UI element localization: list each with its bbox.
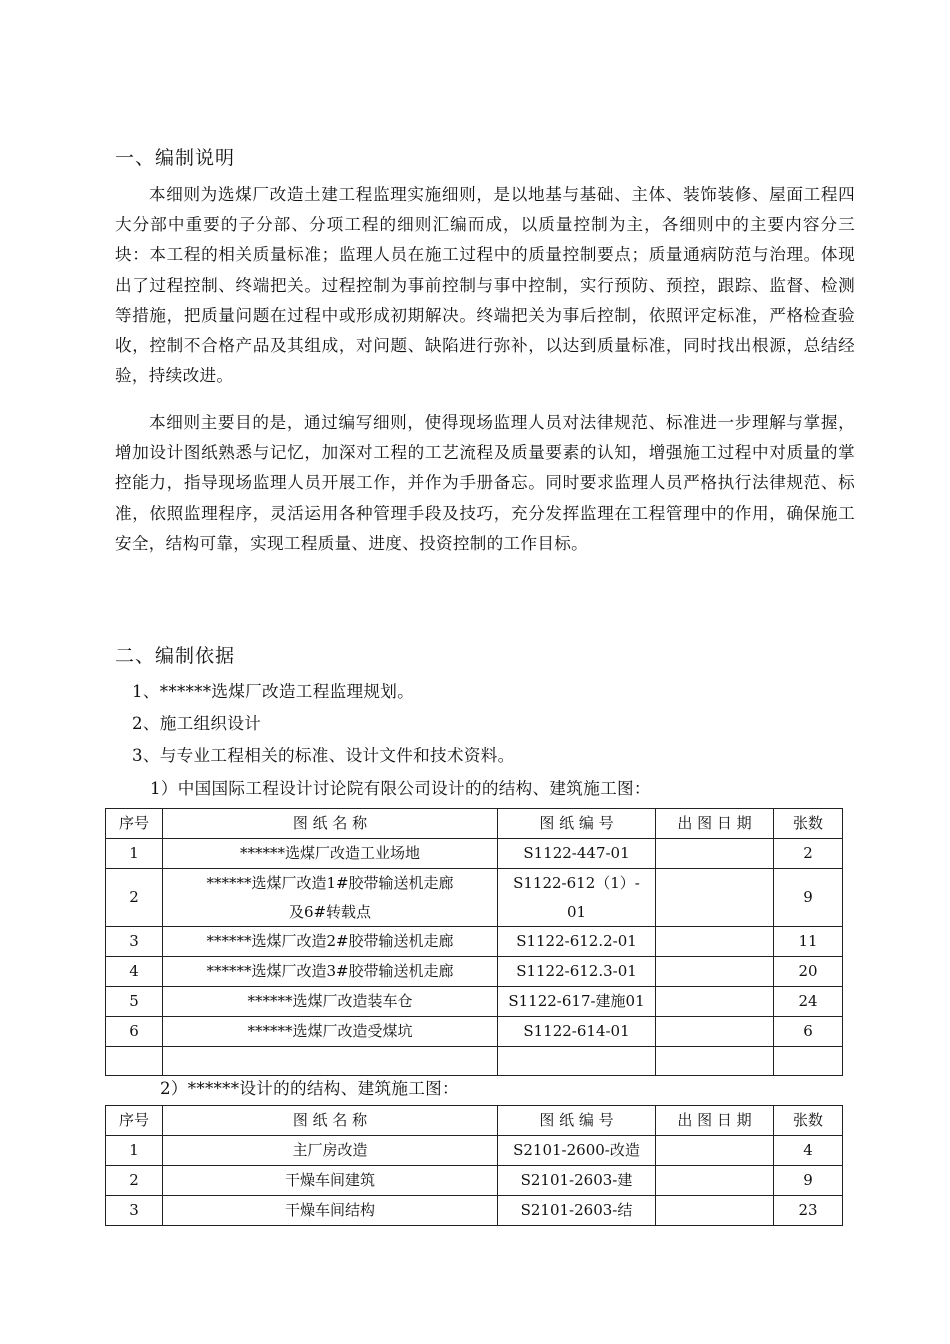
cell-issue-date: [656, 1047, 774, 1076]
cell-issue-date: [656, 839, 774, 869]
cell-issue-date: [656, 1017, 774, 1047]
cell-no: 4: [106, 957, 163, 987]
cell-drawing-code-line: S1122-612（1）-: [513, 874, 640, 892]
cell-no: 1: [106, 1136, 163, 1166]
table-row: [106, 957, 843, 987]
basis-item-2: 2、施工组织设计: [132, 714, 262, 733]
header-sheets: 张数: [774, 1106, 843, 1136]
cell-no: 1: [106, 839, 163, 869]
table-row: [106, 987, 843, 1017]
cell-sheet-count: 9: [774, 1166, 843, 1196]
cell-no: 2: [106, 869, 163, 927]
section-title-compilation-basis: 二、编制依据: [115, 645, 236, 667]
cell-drawing-name: [163, 1136, 498, 1166]
cell-drawing-name-line: [167, 1047, 493, 1075]
table-row: [106, 1196, 843, 1226]
cell-issue-date: [656, 1196, 774, 1226]
table-row: [106, 1136, 843, 1166]
cell-no: 3: [106, 927, 163, 957]
drawing-set-2-caption: 2）******设计的的结构、建筑施工图：: [160, 1079, 459, 1098]
cell-drawing-name: [163, 987, 498, 1017]
cell-drawing-code-line: 01: [566, 902, 587, 921]
cell-drawing-name-line: 主厂房改造: [292, 1141, 368, 1159]
table-header-row: [106, 809, 843, 839]
cell-drawing-code: [498, 1017, 656, 1047]
cell-issue-date: [656, 987, 774, 1017]
header-no: 序号: [106, 809, 163, 839]
table-row: [106, 1017, 843, 1047]
cell-drawing-code: [498, 987, 656, 1017]
cell-drawing-name: [163, 1047, 498, 1076]
cell-drawing-name-line: ******选煤厂改造工业场地: [239, 844, 420, 862]
cell-drawing-name: [163, 1017, 498, 1047]
cell-sheet-count: 9: [774, 869, 843, 927]
cell-drawing-name-line: ******选煤厂改造2#胶带输送机走廊: [206, 932, 454, 950]
cell-drawing-name-line: ******选煤厂改造3#胶带输送机走廊: [206, 962, 454, 980]
paragraph-main-objective: 本细则主要目的是，通过编写细则，使得现场监理人员对法律规范、标准进一步理解与掌握，增加设计图纸熟悉与记忆，加深对工程的工艺流程及质量要素的认知，增强施工过程中对质量的掌控能力，指导现场监理人员开展工作，并作为手册备忘。同时要求监理人员严格执行法律规范、标准，依照监理程序，灵活运用各种管理手段及技巧，充分发挥监理在工程管理中的作用，确保施工安全，结构可靠，实现工程质量、进度、投资控制的工作目标。: [115, 413, 855, 553]
cell-drawing-code: [498, 1166, 656, 1196]
cell-drawing-name-line: ******选煤厂改造装车仓: [247, 992, 413, 1010]
table-row: [106, 1047, 843, 1076]
header-name: 图 纸 名 称: [163, 809, 498, 839]
cell-issue-date: [656, 1136, 774, 1166]
cell-drawing-code-line: S1122-617-建施01: [508, 992, 645, 1010]
table-row: [106, 927, 843, 957]
cell-drawing-name: [163, 1196, 498, 1226]
cell-drawing-code-line: [502, 1047, 651, 1075]
cell-drawing-code-line: S1122-612.2-01: [516, 932, 637, 950]
cell-drawing-name-line: 及6#转载点: [288, 902, 372, 921]
cell-sheet-count: 23: [774, 1196, 843, 1226]
cell-drawing-name: [163, 839, 498, 869]
cell-drawing-code: [498, 839, 656, 869]
header-no: 序号: [106, 1106, 163, 1136]
cell-sheet-count: 20: [774, 957, 843, 987]
cell-no: [106, 1047, 163, 1076]
cell-drawing-name: [163, 869, 498, 927]
table-row: [106, 839, 843, 869]
cell-drawing-code: [498, 1196, 656, 1226]
drawing-table-1: [105, 808, 843, 1076]
cell-drawing-name: [163, 957, 498, 987]
cell-issue-date: [656, 1166, 774, 1196]
cell-issue-date: [656, 927, 774, 957]
cell-no: 3: [106, 1196, 163, 1226]
cell-sheet-count: 24: [774, 987, 843, 1017]
cell-drawing-name-line: ******选煤厂改造受煤坑: [247, 1022, 413, 1040]
cell-sheet-count: 2: [774, 839, 843, 869]
drawing-table-2: [105, 1105, 843, 1226]
cell-no: 6: [106, 1017, 163, 1047]
basis-item-1: 1、******选煤厂改造工程监理规划。: [132, 682, 415, 701]
cell-drawing-code: [498, 1047, 656, 1076]
cell-issue-date: [656, 957, 774, 987]
cell-sheet-count: 6: [774, 1017, 843, 1047]
basis-item-3: 3、与专业工程相关的标准、设计文件和技术资料。: [132, 746, 515, 765]
table-row: [106, 1166, 843, 1196]
cell-drawing-name: [163, 927, 498, 957]
drawing-set-1-caption: 1）中国国际工程设计讨论院有限公司设计的的结构、建筑施工图：: [150, 779, 651, 798]
cell-drawing-code-line: S2101-2600-改造: [513, 1141, 640, 1159]
cell-drawing-code-line: S1122-612.3-01: [516, 962, 637, 980]
cell-drawing-name: [163, 1166, 498, 1196]
cell-sheet-count: 11: [774, 927, 843, 957]
header-code: 图 纸 编 号: [498, 809, 656, 839]
header-date: 出 图 日 期: [656, 1106, 774, 1136]
cell-no: 5: [106, 987, 163, 1017]
paragraph-purpose-summary: 本细则为选煤厂改造土建工程监理实施细则，是以地基与基础、主体、装饰装修、屋面工程四大分部中重要的子分部、分项工程的细则汇编而成，以质量控制为主，各细则中的主要内容分三块：本工程的相关质量标准；监理人员在施工过程中的质量控制要点；质量通病防范与治理。体现出了过程控制、终端把关。过程控制为事前控制与事中控制，实行预防、预控，跟踪、监督、检测等措施，把质量问题在过程中或形成初期解决。终端把关为事后控制，依照评定标准，严格检查验收，控制不合格产品及其组成，对问题、缺陷进行弥补，以达到质量标准，同时找出根源，总结经验，持续改进。: [115, 185, 855, 386]
cell-drawing-code: [498, 869, 656, 927]
cell-drawing-name-line: 干燥车间建筑: [284, 1171, 375, 1189]
header-name: 图 纸 名 称: [163, 1106, 498, 1136]
cell-drawing-name-line: 干燥车间结构: [284, 1201, 375, 1219]
cell-no: 2: [106, 1166, 163, 1196]
header-sheets: 张数: [774, 809, 843, 839]
header-code: 图 纸 编 号: [498, 1106, 656, 1136]
cell-issue-date: [656, 869, 774, 927]
section-title-compilation-notes: 一、编制说明: [115, 147, 236, 169]
cell-drawing-code: [498, 957, 656, 987]
cell-drawing-name-line: ******选煤厂改造1#胶带输送机走廊: [206, 874, 454, 892]
header-date: 出 图 日 期: [656, 809, 774, 839]
cell-drawing-code: [498, 1136, 656, 1166]
cell-drawing-code-line: S2101-2603-结: [520, 1201, 633, 1219]
cell-drawing-code: [498, 927, 656, 957]
table-header-row: [106, 1106, 843, 1136]
cell-sheet-count: 4: [774, 1136, 843, 1166]
cell-drawing-code-line: S1122-614-01: [523, 1022, 630, 1040]
cell-drawing-code-line: S1122-447-01: [523, 844, 630, 862]
table-row: [106, 869, 843, 927]
cell-drawing-code-line: S2101-2603-建: [520, 1171, 633, 1189]
cell-sheet-count: [774, 1047, 843, 1076]
